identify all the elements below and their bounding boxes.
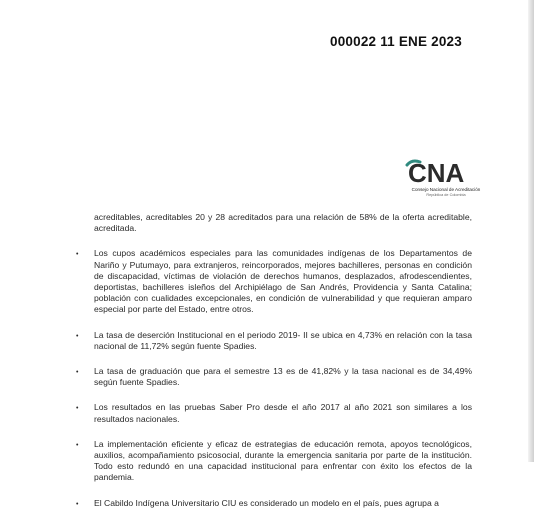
list-item: • La tasa de deserción Institucional en el periodo 2019- II se ubica en 4,73% en relación con la tasa nacional de 11,72% según fuente Spadies. [76, 329, 472, 351]
scan-edge [528, 0, 534, 462]
continuation-paragraph: acreditables, acreditables 20 y 28 acreditados para una relación de 58% de la oferta acreditable, acreditada. [94, 212, 472, 234]
list-item: • El Cabildo Indígena Universitario CIU es considerado un modelo en el país, pues agrupa a [76, 498, 472, 509]
bullet-icon: • [76, 405, 79, 413]
bullet-icon: • [76, 369, 79, 377]
logo-small-text: República de Colombia [426, 193, 466, 197]
document-number-date: 000022 11 ENE 2023 [330, 34, 462, 49]
list-item: • La implementación eficiente y eficaz de estrategias de educación remota, apoyos tecnológicos, auxilios, acompañamiento psicosocial, durante la emergencia sanitaria por parte de la institución. Todo esto redundó en una capacidad institucional para enfrentar con éxito los efectos de la pandemia. [76, 438, 472, 483]
bullet-list [76, 212, 472, 523]
cna-logo [398, 158, 494, 200]
bullet-icon: • [76, 332, 79, 340]
cna-logo-mark [398, 158, 494, 188]
logo-acronym: CNA [408, 158, 465, 188]
list-item: • Los resultados en las pruebas Saber Pro desde el año 2017 al año 2021 son similares a los resultados nacionales. [76, 402, 472, 424]
bullet-icon: • [76, 441, 79, 449]
list-item: • Los cupos académicos especiales para las comunidades indígenas de los Departamentos de Nariño y Putumayo, para extranjeros, reincorporados, mejores bachilleres, personas en condición de discapacidad, víctimas de violación de derechos humanos, desplazados, afrodescendientes, deportistas, bachilleres isleños del Archipiélago de San Andrés, Providencia y Santa Catalina; población con cualidades excepcionales, en condición de vulnerabilidad y que requieran amparo especial por parte del Estado, entre otros. [76, 248, 472, 315]
logo-subtitle: Consejo Nacional de Acreditación [411, 187, 481, 192]
list-item: • La tasa de graduación que para el semestre 13 es de 41,82% y la tasa nacional es de 34,49% según fuente Spadies. [76, 366, 472, 388]
bullet-icon: • [76, 251, 79, 259]
bullet-icon: • [76, 500, 79, 508]
